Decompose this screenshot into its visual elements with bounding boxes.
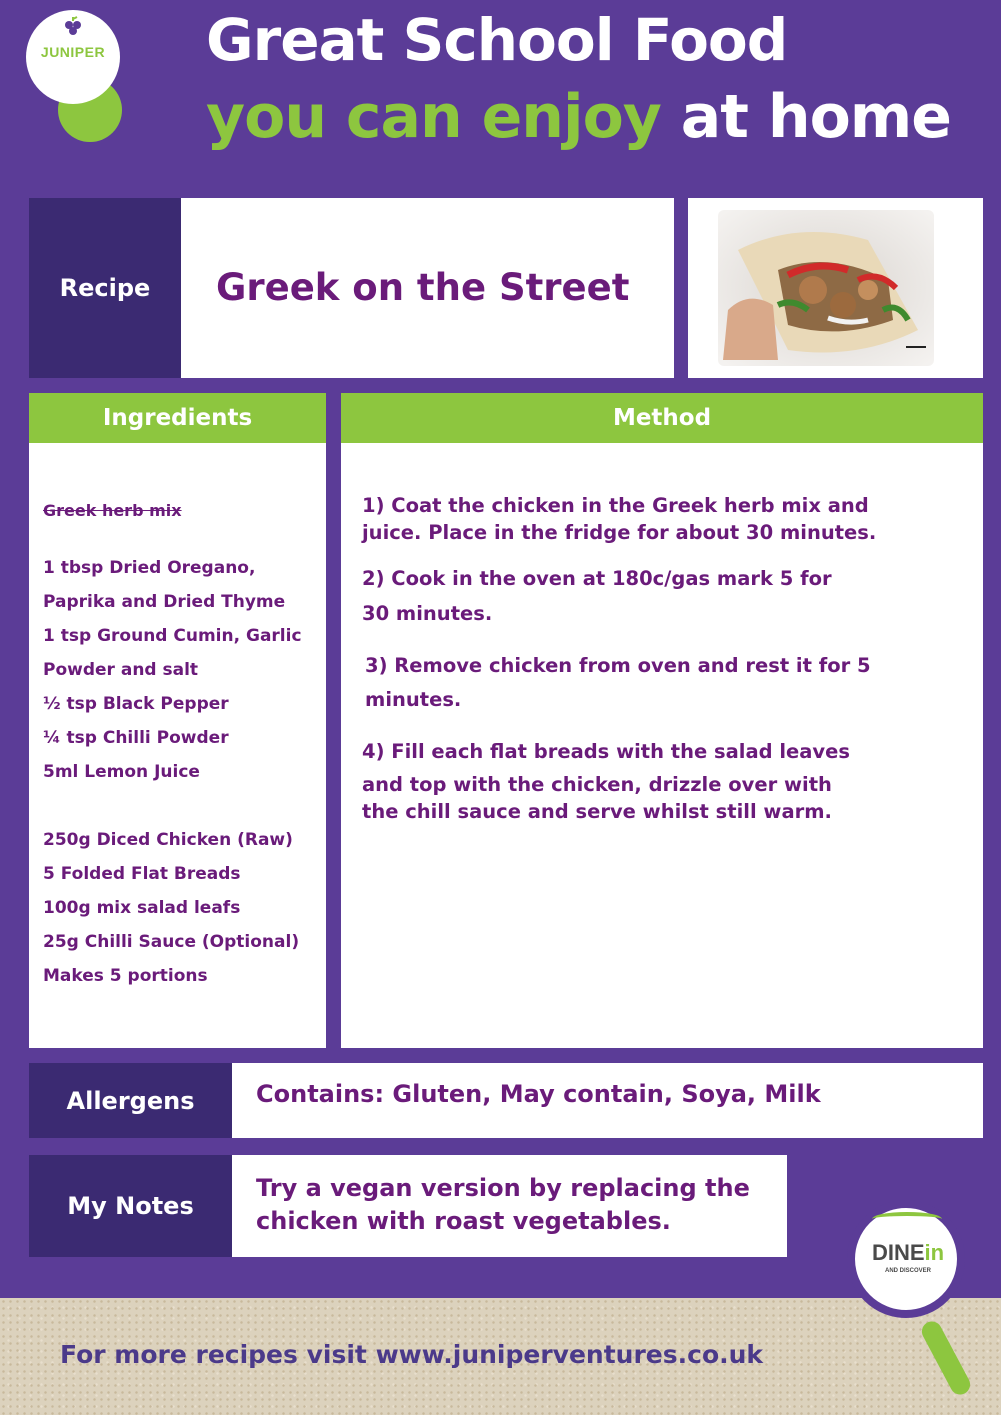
method-step-line: the chill sauce and serve whilst still warm. — [362, 800, 832, 823]
ingredient-line: Powder and salt — [43, 660, 199, 680]
notes-line: Try a vegan version by replacing the — [256, 1174, 750, 1202]
recipe-label: Recipe — [29, 198, 181, 378]
method-step-line: and top with the chicken, drizzle over with — [362, 773, 832, 796]
ingredients-heading: Ingredients — [29, 393, 326, 443]
method-step-line: 3) Remove chicken from oven and rest it for 5 — [365, 654, 871, 677]
title-highlight: you can enjoy — [206, 82, 661, 152]
greek-chicken-wrap-photo — [718, 210, 934, 366]
ingredient-line: ¼ tsp Chilli Powder — [43, 728, 229, 748]
dine-in-arc — [872, 1212, 942, 1226]
dine-in-subtitle: AND DISCOVER — [884, 1268, 931, 1274]
method-step-line: 4) Fill each flat breads with the salad leaves — [362, 740, 850, 763]
method-step-line: 1) Coat the chicken in the Greek herb mix and — [362, 494, 869, 517]
recipe-name: Greek on the Street — [216, 266, 630, 309]
ingredient-line: 5 Folded Flat Breads — [43, 864, 241, 884]
ingredient-line: 5ml Lemon Juice — [43, 762, 200, 782]
notes-label: My Notes — [29, 1155, 232, 1257]
ingredient-line: 100g mix salad leafs — [43, 898, 241, 918]
berries-icon — [62, 16, 84, 38]
allergens-label: Allergens — [29, 1063, 232, 1138]
herb-mix-title: Greek herb mix — [43, 501, 182, 520]
ingredient-line: 1 tbsp Dried Oregano, — [43, 558, 256, 578]
allergens-text: Contains: Gluten, May contain, Soya, Milk — [256, 1080, 821, 1108]
ingredient-line: 250g Diced Chicken (Raw) — [43, 830, 293, 850]
dine-word: DINE — [871, 1240, 925, 1265]
footer-link-text[interactable]: For more recipes visit www.juniperventures.co.uk — [60, 1340, 764, 1369]
dine-in-logo — [860, 1240, 956, 1266]
logo-text: JUNIPER — [40, 44, 106, 60]
page-title-line2 — [206, 82, 951, 152]
method-step-line: juice. Place in the fridge for about 30 minutes. — [362, 521, 877, 544]
in-word: in — [924, 1240, 945, 1265]
ingredient-line: ½ tsp Black Pepper — [43, 694, 229, 714]
ingredient-line: 1 tsp Ground Cumin, Garlic — [43, 626, 302, 646]
notes-line: chicken with roast vegetables. — [256, 1207, 671, 1235]
method-step-line: 30 minutes. — [362, 602, 493, 625]
title-suffix: at home — [660, 82, 952, 152]
ingredient-line: Makes 5 portions — [43, 966, 208, 986]
notes-panel — [232, 1155, 787, 1257]
method-step-line: minutes. — [365, 688, 462, 711]
page-title-line1: Great School Food — [206, 6, 788, 74]
ingredient-line: Paprika and Dried Thyme — [43, 592, 286, 612]
method-heading: Method — [341, 393, 983, 443]
ingredient-line: 25g Chilli Sauce (Optional) — [43, 932, 300, 952]
method-step-line: 2) Cook in the oven at 180c/gas mark 5 for — [362, 567, 832, 590]
